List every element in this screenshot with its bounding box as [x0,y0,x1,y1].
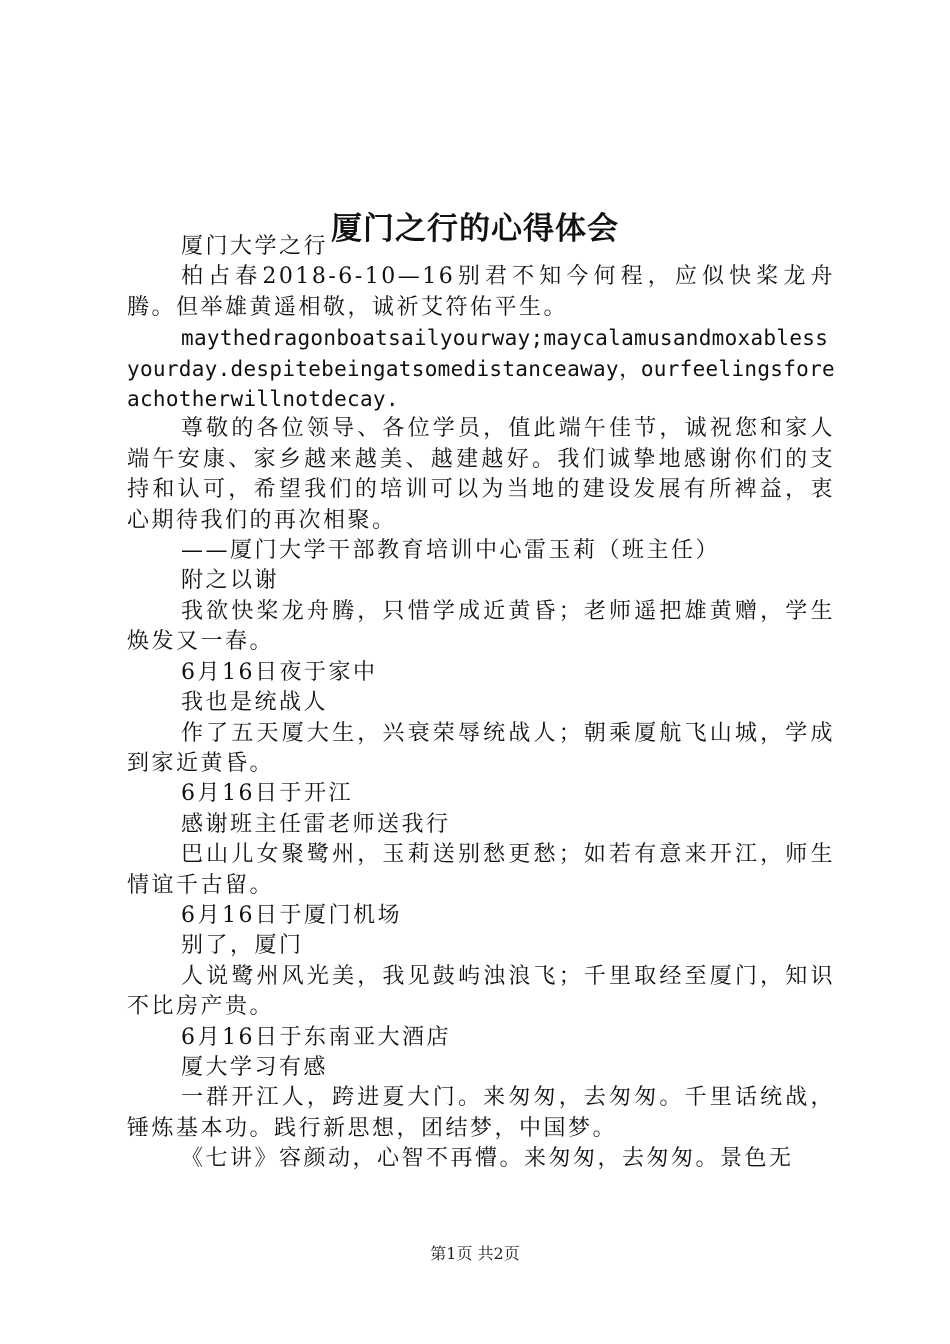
paragraph: 人说鹭州风光美，我见鼓屿浊浪飞；千里取经至厦门，知识不比房产贵。 [127,963,835,1020]
paragraph: 柏占春2018-6-10—16别君不知今何程，应似快桨龙舟腾。但举雄黄遥相敬，诚祈艾符佑平生。 [127,264,835,320]
document-body [127,232,835,1175]
paragraph: 6月16日于开江 [181,781,353,807]
paragraph: 附之以谢 [181,568,280,594]
paragraph: 厦门大学之行 [181,234,329,259]
paragraph: 我欲快桨龙舟腾，只惜学成近黄昏；老师遥把雄黄赠，学生焕发又一春。 [127,598,835,655]
paragraph: 感谢班主任雷老师送我行 [181,811,451,837]
paragraph: 我也是统战人 [181,690,329,716]
document-title: 厦门之行的心得体会 [331,210,619,247]
paragraph: maythedragonboatsailyourway;maycalamusandmoxablessyourday.despitebeingatsomedistanceaway，ourfeelingsforeachotherwillnotdecay. [127,326,835,412]
paragraph: 6月16日于厦门机场 [181,902,402,928]
paragraph: 6月16日于东南亚大酒店 [181,1024,451,1050]
paragraph: 厦大学习有感 [181,1054,329,1080]
paragraph: 一群开江人，跨进夏大门。来匆匆，去匆匆。千里话统战，锤炼基本功。践行新思想，团结梦，中国梦。 [127,1085,835,1141]
paragraph: 别了，厦门 [181,933,304,959]
paragraph: 作了五天厦大生，兴衰荣辱统战人；朝乘厦航飞山城，学成到家近黄昏。 [127,720,835,776]
paragraph: 巴山儿女聚鹭州，玉莉送别愁更愁；如若有意来开江，师生情谊千古留。 [127,842,835,898]
paragraph: 《七讲》容颜动，心智不再懵。来匆匆，去匆匆。景色无 [181,1146,794,1172]
paragraph: ——厦门大学干部教育培训中心雷玉莉（班主任） [181,538,721,564]
paragraph: 尊敬的各位领导、各位学员，值此端午佳节，诚祝您和家人端午安康、家乡越来越美、越建越好。我们诚挚地感谢你们的支持和认可，希望我们的培训可以为当地的建设发展有所裨益，衷心期待我们的再次相聚。 [127,416,835,533]
page-footer: 第1页 共2页 [430,1244,520,1263]
paragraph: 6月16日夜于家中 [181,659,378,685]
